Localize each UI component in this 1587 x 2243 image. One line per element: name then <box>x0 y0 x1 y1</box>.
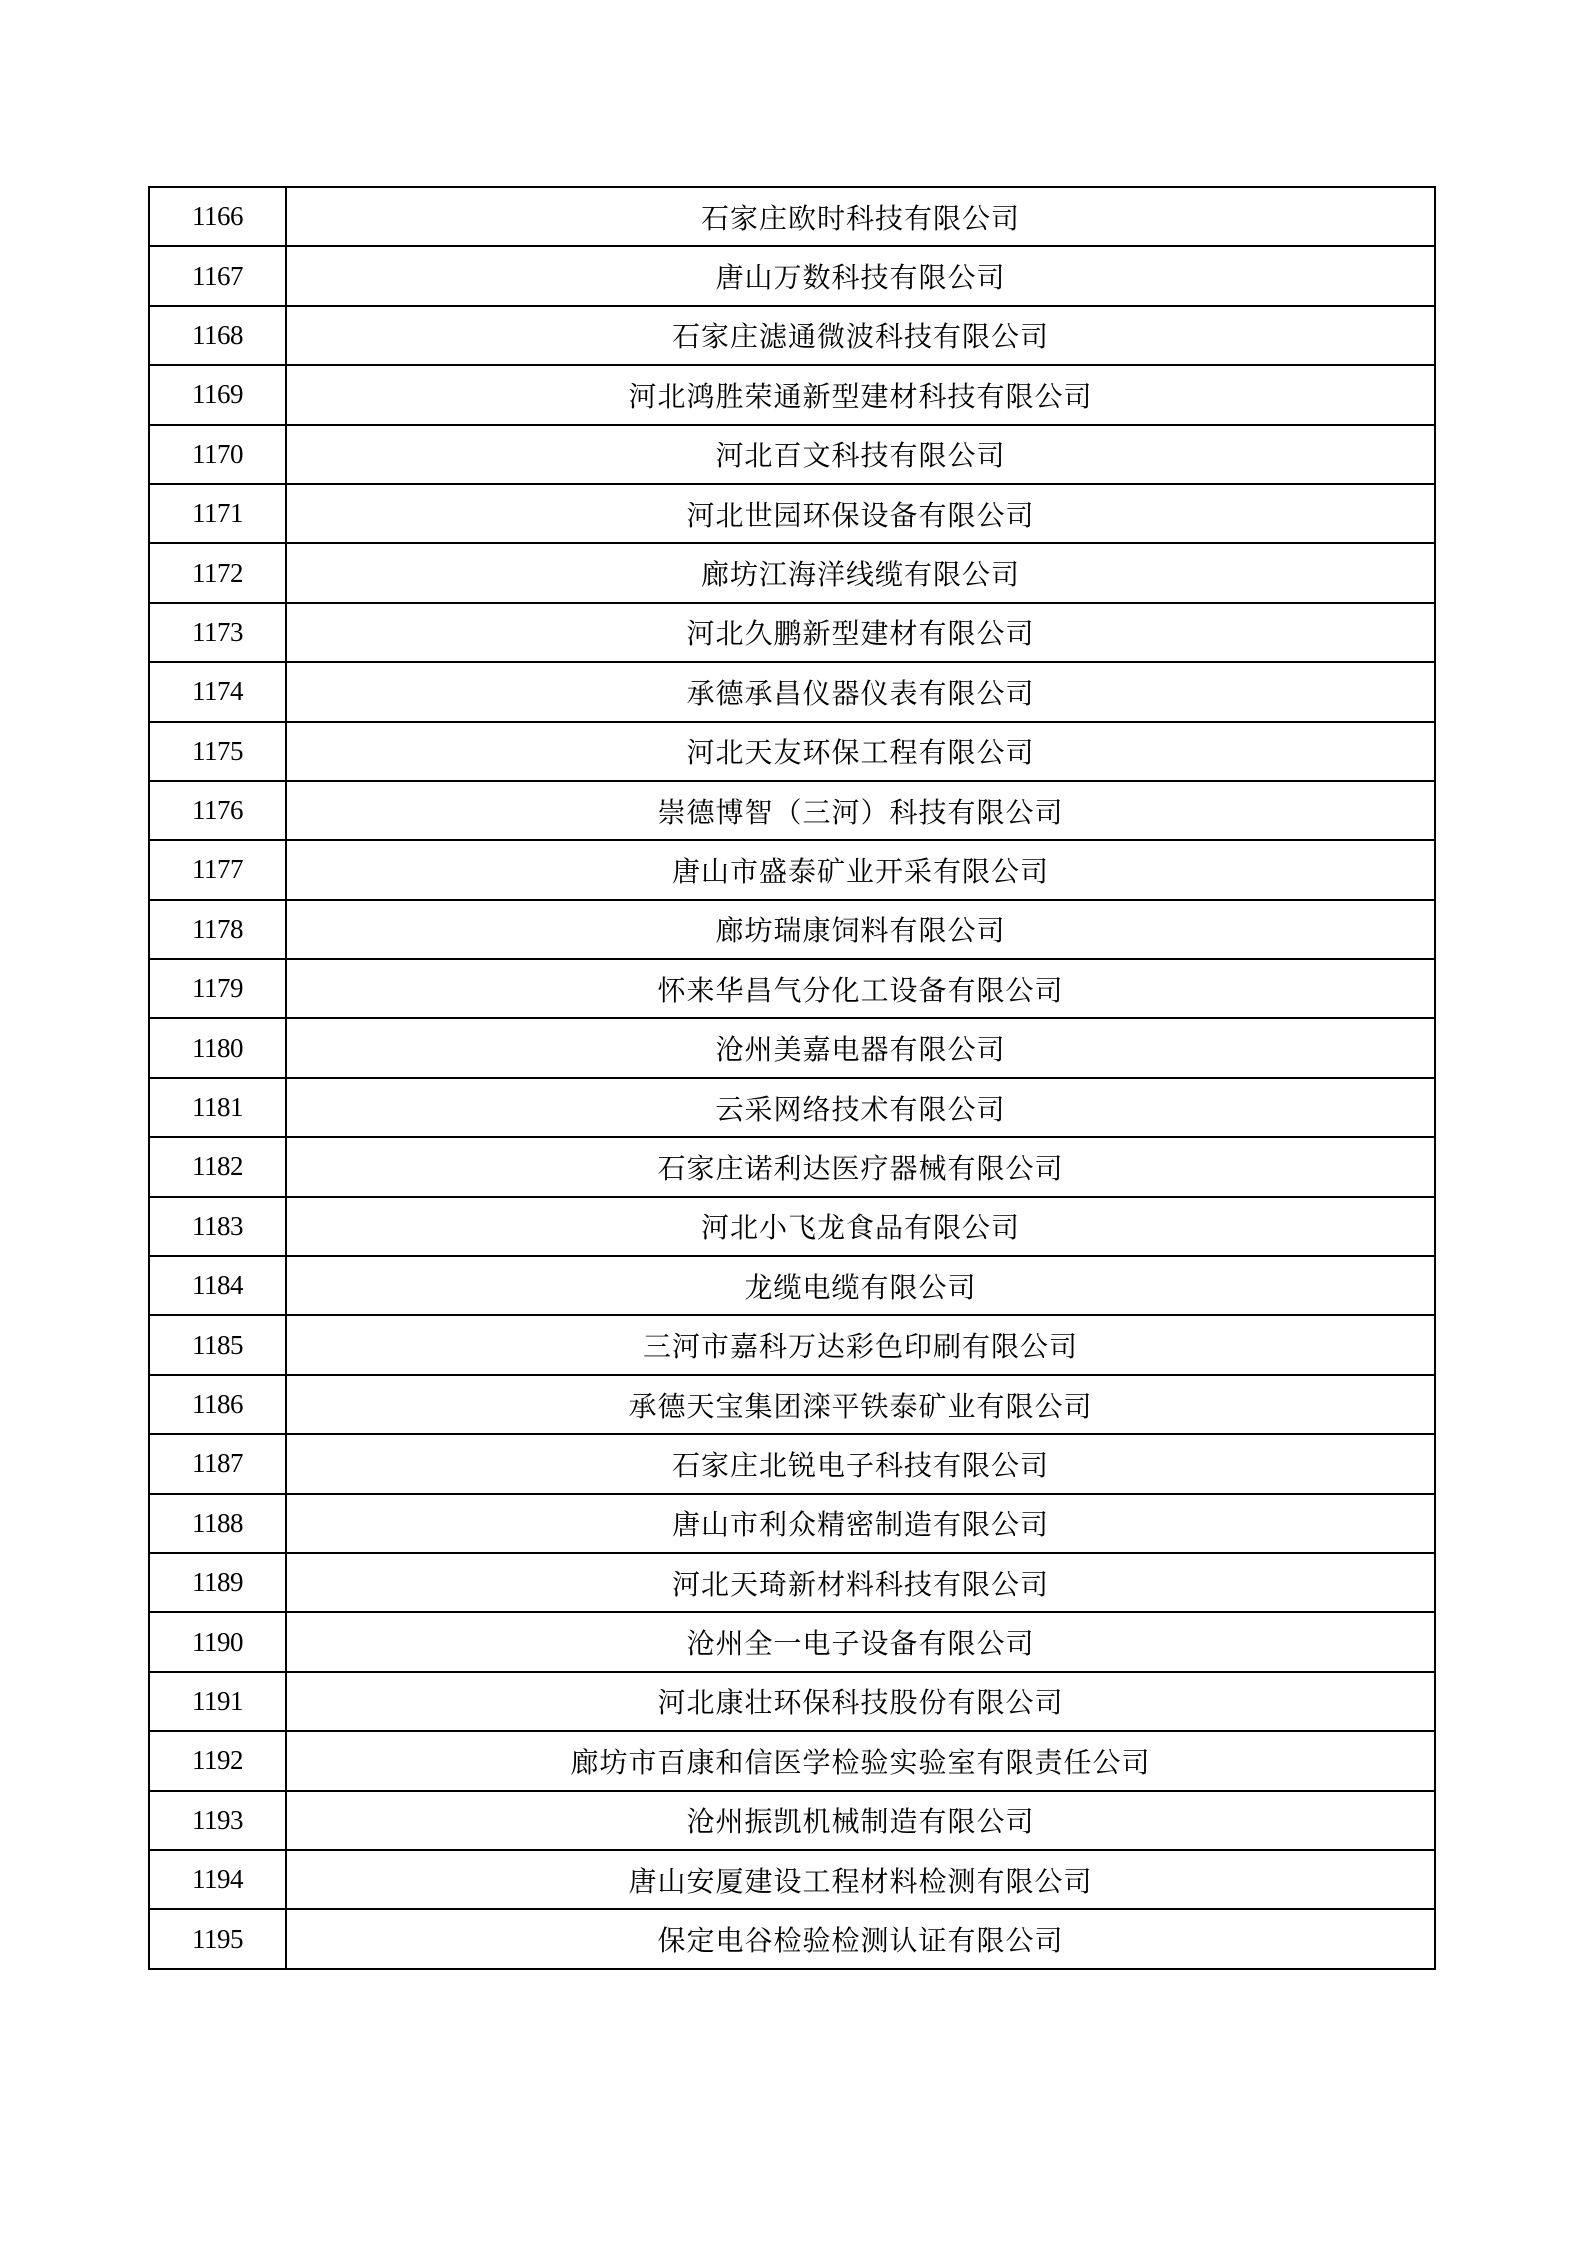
row-number: 1190 <box>149 1612 286 1671</box>
row-number: 1184 <box>149 1256 286 1315</box>
row-number: 1177 <box>149 840 286 899</box>
table-row <box>149 1375 1435 1434</box>
table-row <box>149 1315 1435 1374</box>
table-row <box>149 1672 1435 1731</box>
row-number: 1189 <box>149 1553 286 1612</box>
row-number: 1178 <box>149 900 286 959</box>
table-row <box>149 543 1435 602</box>
company-name: 廊坊江海洋线缆有限公司 <box>286 543 1435 602</box>
table-row <box>149 1791 1435 1850</box>
company-name: 唐山安厦建设工程材料检测有限公司 <box>286 1850 1435 1909</box>
row-number: 1170 <box>149 425 286 484</box>
row-number: 1182 <box>149 1137 286 1196</box>
company-name: 怀来华昌气分化工设备有限公司 <box>286 959 1435 1018</box>
table-row <box>149 1256 1435 1315</box>
row-number: 1187 <box>149 1434 286 1493</box>
table-body <box>149 187 1435 1969</box>
row-number: 1193 <box>149 1791 286 1850</box>
company-name: 河北百文科技有限公司 <box>286 425 1435 484</box>
table-row <box>149 246 1435 305</box>
company-name: 河北久鹏新型建材有限公司 <box>286 603 1435 662</box>
table-row <box>149 900 1435 959</box>
row-number: 1179 <box>149 959 286 1018</box>
table-row <box>149 840 1435 899</box>
company-name: 石家庄北锐电子科技有限公司 <box>286 1434 1435 1493</box>
row-number: 1194 <box>149 1850 286 1909</box>
company-list-table <box>148 186 1436 1970</box>
table-row <box>149 187 1435 246</box>
company-name: 石家庄诺利达医疗器械有限公司 <box>286 1137 1435 1196</box>
row-number: 1175 <box>149 722 286 781</box>
company-name: 沧州美嘉电器有限公司 <box>286 1018 1435 1077</box>
company-name: 承德承昌仪器仪表有限公司 <box>286 662 1435 721</box>
table-row <box>149 1553 1435 1612</box>
company-name: 唐山市盛泰矿业开采有限公司 <box>286 840 1435 899</box>
company-name: 河北天琦新材料科技有限公司 <box>286 1553 1435 1612</box>
row-number: 1181 <box>149 1078 286 1137</box>
company-name: 三河市嘉科万达彩色印刷有限公司 <box>286 1315 1435 1374</box>
row-number: 1188 <box>149 1494 286 1553</box>
row-number: 1176 <box>149 781 286 840</box>
table-row <box>149 603 1435 662</box>
row-number: 1166 <box>149 187 286 246</box>
company-name: 唐山市利众精密制造有限公司 <box>286 1494 1435 1553</box>
company-name: 崇德博智（三河）科技有限公司 <box>286 781 1435 840</box>
company-name: 云采网络技术有限公司 <box>286 1078 1435 1137</box>
company-name: 河北天友环保工程有限公司 <box>286 722 1435 781</box>
table-row <box>149 1850 1435 1909</box>
company-name: 保定电谷检验检测认证有限公司 <box>286 1909 1435 1968</box>
table-row <box>149 1731 1435 1790</box>
table-row <box>149 1612 1435 1671</box>
company-name: 廊坊市百康和信医学检验实验室有限责任公司 <box>286 1731 1435 1790</box>
table-row <box>149 365 1435 424</box>
row-number: 1173 <box>149 603 286 662</box>
row-number: 1174 <box>149 662 286 721</box>
table-row <box>149 484 1435 543</box>
company-name: 唐山万数科技有限公司 <box>286 246 1435 305</box>
company-name: 河北康壮环保科技股份有限公司 <box>286 1672 1435 1731</box>
row-number: 1167 <box>149 246 286 305</box>
company-name: 河北世园环保设备有限公司 <box>286 484 1435 543</box>
row-number: 1192 <box>149 1731 286 1790</box>
row-number: 1171 <box>149 484 286 543</box>
table-row <box>149 1078 1435 1137</box>
row-number: 1169 <box>149 365 286 424</box>
company-name: 沧州振凯机械制造有限公司 <box>286 1791 1435 1850</box>
row-number: 1183 <box>149 1197 286 1256</box>
table-row <box>149 1197 1435 1256</box>
table-row <box>149 425 1435 484</box>
company-name: 沧州全一电子设备有限公司 <box>286 1612 1435 1671</box>
company-name: 廊坊瑞康饲料有限公司 <box>286 900 1435 959</box>
company-name: 石家庄欧时科技有限公司 <box>286 187 1435 246</box>
table-row <box>149 1018 1435 1077</box>
row-number: 1168 <box>149 306 286 365</box>
company-name: 河北小飞龙食品有限公司 <box>286 1197 1435 1256</box>
table-row <box>149 781 1435 840</box>
table-row <box>149 722 1435 781</box>
table-row <box>149 1434 1435 1493</box>
company-name: 河北鸿胜荣通新型建材科技有限公司 <box>286 365 1435 424</box>
row-number: 1185 <box>149 1315 286 1374</box>
table-row <box>149 959 1435 1018</box>
row-number: 1191 <box>149 1672 286 1731</box>
row-number: 1195 <box>149 1909 286 1968</box>
table-row <box>149 306 1435 365</box>
company-name: 龙缆电缆有限公司 <box>286 1256 1435 1315</box>
row-number: 1186 <box>149 1375 286 1434</box>
table-row <box>149 662 1435 721</box>
company-name: 石家庄滤通微波科技有限公司 <box>286 306 1435 365</box>
company-name: 承德天宝集团滦平铁泰矿业有限公司 <box>286 1375 1435 1434</box>
row-number: 1180 <box>149 1018 286 1077</box>
table-row <box>149 1494 1435 1553</box>
row-number: 1172 <box>149 543 286 602</box>
table-row <box>149 1137 1435 1196</box>
table-row <box>149 1909 1435 1968</box>
